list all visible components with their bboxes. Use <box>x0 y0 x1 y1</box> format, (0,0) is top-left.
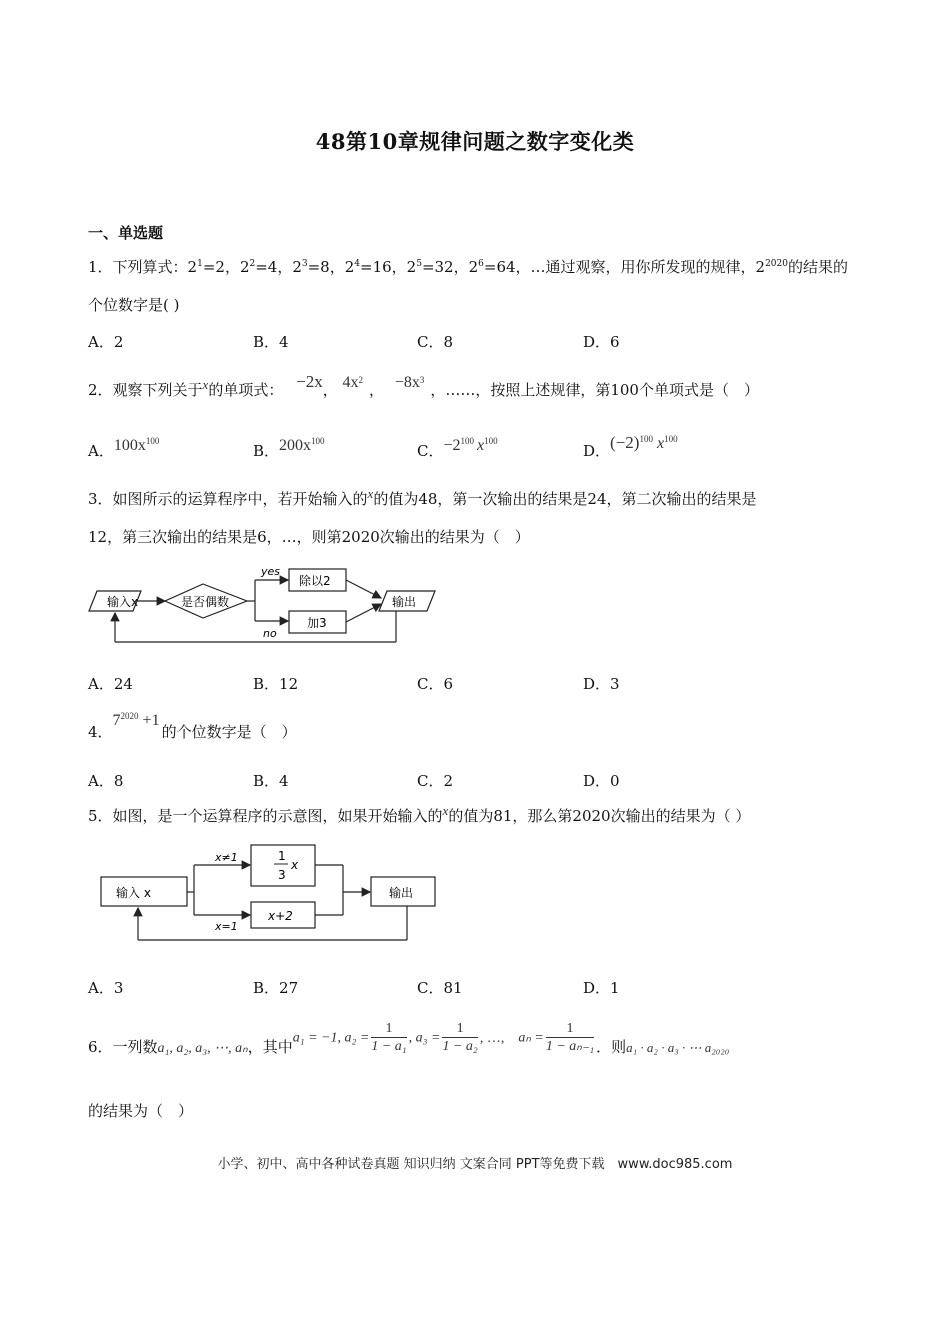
output-label: 输出 <box>389 886 414 900</box>
q2-option-d[interactable]: D．$(-2)^{100}$ $x^{100}$ <box>583 433 678 460</box>
cond-bottom-label: x=1 <box>215 920 238 933</box>
question-1-line2: 个位数字是( ) <box>88 296 180 314</box>
q2-option-a[interactable]: A．$100x^{100}$ <box>88 436 160 460</box>
input-label: 输入x <box>107 595 139 609</box>
q2-option-b[interactable]: B．$200x^{100}$ <box>253 436 325 460</box>
op-divide-label: 除以2 <box>299 574 331 588</box>
section-heading: 一、单选题 <box>88 224 164 242</box>
q5-option-c[interactable]: C．81 <box>417 979 463 997</box>
frac-denominator: 3 <box>278 868 286 882</box>
question-5-text: 5．如图，是一个运算程序的示意图，如果开始输入的$^x$的值为81，那么第2020次输出的结果为（ ） <box>88 803 751 825</box>
q3-option-a[interactable]: A．24 <box>88 675 133 693</box>
q4-option-c[interactable]: C．2 <box>417 772 454 790</box>
q3-option-b[interactable]: B．12 <box>253 675 299 693</box>
q5-option-a[interactable]: A．3 <box>88 979 124 997</box>
no-label: no <box>263 627 277 640</box>
question-1-text: 1．下列算式：$2^1=2$，$2^2=4$，$2^3=8$，$2^4=16$，$2^5=32$，$2^6=64$，…通过观察，用你所发现的规律，$2^{2020}$的结果的 <box>88 258 848 276</box>
q3-option-c[interactable]: C．6 <box>417 675 454 693</box>
decision-label: 是否偶数 <box>181 595 230 609</box>
footer-banner: 小学、初中、高中各种试卷真题 知识归纳 文案合同 PPT等免费下载 www.doc985.com <box>217 1157 733 1172</box>
q1-option-c[interactable]: C．8 <box>417 333 454 351</box>
q4-option-d[interactable]: D．0 <box>583 772 620 790</box>
page-title: 48第10章规律问题之数字变化类 <box>315 129 635 154</box>
question-2-text: 2．观察下列关于$^x$的单项式： −2x， $4x^2$， $-8x^3$，……，按照上述规律，第100个单项式是（ ） <box>88 372 759 399</box>
op-add-label: x+2 <box>268 909 293 923</box>
q1-option-b[interactable]: B．4 <box>253 333 289 351</box>
question-6-line2: 的结果为（ ） <box>88 1102 194 1120</box>
q4-option-b[interactable]: B．4 <box>253 772 289 790</box>
q1-option-a[interactable]: A．2 <box>88 333 124 351</box>
question-3-text: 3．如图所示的运算程序中，若开始输入的$^x$的值为48，第一次输出的结果是24，第二次输出的结果是 <box>88 486 757 508</box>
q5-option-b[interactable]: B．27 <box>253 979 299 997</box>
output-label: 输出 <box>392 595 417 609</box>
q4-option-a[interactable]: A．8 <box>88 772 124 790</box>
op-add-label: 加3 <box>307 616 327 630</box>
q2-option-c[interactable]: C．$-2^{100}$ $x^{100}$ <box>417 436 498 460</box>
cond-top-label: x≠1 <box>215 851 238 864</box>
flowchart-q3 <box>85 560 445 645</box>
q5-option-d[interactable]: D．1 <box>583 979 620 997</box>
question-6-text: 6．一列数a₁, a₂, a₃, ⋯, aₙ，其中a₁ = −1, a₂ = $\frac{1}{\text{1 − a₁}}$ , a₃ = $\frac{1}{\text{1 − a₂}}$ , …, aₙ = $\frac{1}{\text{1 − aₙ₋₁}}$ ．则a₁ · a₂ · a₃ · ⋯ a₂₀₂₀ <box>88 1021 730 1056</box>
frac-numerator: 1 <box>278 849 286 863</box>
question-4-text: 4．$7^{2020} +1$的个位数字是（ ） <box>88 711 297 741</box>
frac-var: x <box>291 858 299 872</box>
input-label: 输入 x <box>116 886 151 900</box>
arrow <box>346 580 381 598</box>
arrow <box>346 604 381 622</box>
yes-label: yes <box>261 565 281 578</box>
q1-option-d[interactable]: D．6 <box>583 333 620 351</box>
q3-option-d[interactable]: D．3 <box>583 675 620 693</box>
question-3-line2: 12，第三次输出的结果是6，…，则第2020次输出的结果为（ ） <box>88 528 530 546</box>
flowchart-q5 <box>98 842 443 944</box>
